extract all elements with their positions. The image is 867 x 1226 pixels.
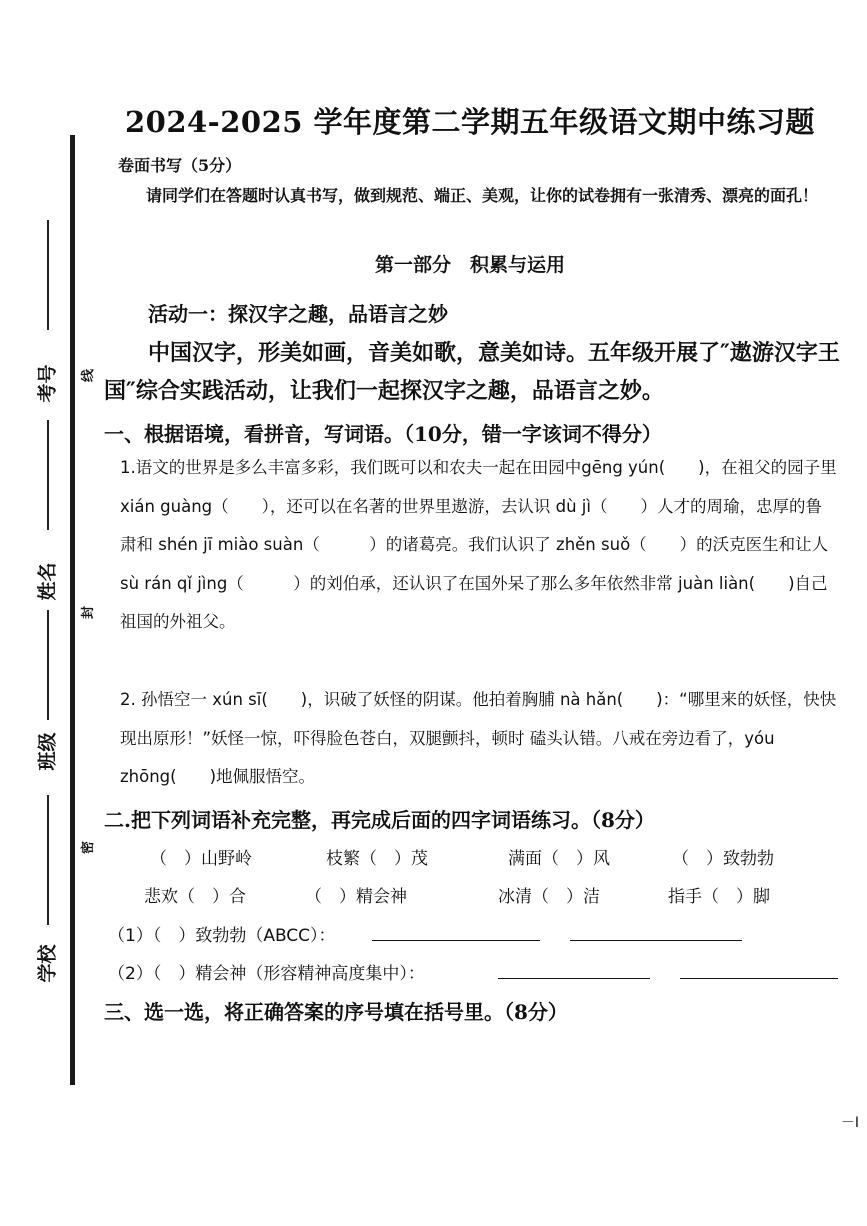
idiom-1-1: （ ）山野岭 — [150, 849, 252, 869]
part-one-heading: 第一部分 积累与运用 — [374, 254, 565, 276]
banji-rule — [47, 610, 49, 720]
activity-one-intro: 中国汉字，形美如画，音美如歌，意美如诗。五年级开展了″遨游汉字王国″综合实践活动，让我们一起探汉字之趣，品语言之妙。 — [104, 340, 840, 404]
xuexiao-label: 学校 — [36, 944, 59, 983]
handwriting-heading: 卷面书写（5分） — [118, 156, 242, 175]
idiom-2-1: 悲欢（ ）合 — [144, 887, 246, 907]
banji-label: 班级 — [36, 732, 59, 771]
section1-q1: 1.语文的世界是多么丰富多彩，我们既可以和农夫一起在田园中gēng yún( )，在祖父的园子里 xián guàng（ ），还可以在名著的世界里遨游，去认识 dù jì（ ）人才的周瑜，忠厚的鲁肃和 shén jī miào suàn（ ）的诸葛亮。我们认识了 zhěn suǒ（ ）的沃克医生和让人 sù rán qǐ jìng（ ）的刘伯承，还认识了在国外呆了那么多年依然非常 juàn liàn( )自己祖国的外祖父。 — [120, 458, 837, 632]
exam-title: 2024-2025 学年度第二学期五年级语文期中练习题 — [124, 105, 816, 139]
page-number: －I — [840, 1115, 859, 1131]
idiom-1-2: 枝繁（ ）茂 — [326, 849, 428, 869]
idiom-2-2: （ ）精会神 — [305, 887, 407, 907]
seal-mi: 密 — [81, 840, 97, 855]
seal-feng: 封 — [81, 605, 97, 620]
handwriting-text: 请同学们在答题时认真书写，做到规范、端正、美观，让你的试卷拥有一张清秀、漂亮的面孔！ — [146, 186, 819, 205]
xuexiao-rule — [47, 795, 49, 925]
section2-heading: 二.把下列词语补充完整，再完成后面的四字词语练习。（8分） — [104, 808, 655, 832]
section3-heading: 三、选一选，将正确答案的序号填在括号里。（8分） — [104, 1000, 568, 1024]
idiom-sub1-label: （1）（ ）致勃勃（ABCC）： — [108, 926, 336, 946]
idiom-2-3: 冰清（ ）洁 — [498, 887, 600, 907]
xingming-label: 姓名 — [36, 562, 59, 601]
answer-blank[interactable] — [372, 922, 540, 941]
idiom-sub2-label: （2）（ ）精会神（形容精神高度集中）： — [108, 964, 425, 984]
idiom-1-3: 满面（ ）风 — [508, 849, 610, 869]
answer-blank[interactable] — [498, 960, 650, 979]
kaohao-rule — [47, 220, 49, 330]
answer-blank[interactable] — [680, 960, 838, 979]
activity-one-heading: 活动一：探汉字之趣，品语言之妙 — [148, 302, 448, 326]
seal-xian: 线 — [81, 368, 97, 383]
section1-heading: 一、根据语境，看拼音，写词语。（10分，错一字该词不得分） — [104, 422, 662, 446]
xingming-rule — [47, 420, 49, 530]
idiom-1-4: （ ）致勃勃 — [672, 849, 774, 869]
kaohao-label: 考号 — [36, 364, 59, 403]
section1-q2: 2. 孙悟空一 xún sī( )，识破了妖怪的阴谋。他拍着胸脯 nà hǎn( )：“哪里来的妖怪，快快现出原形！”妖怪一惊，吓得脸色苍白，双腿颤抖，顿时 磕头认错。八戒在旁边看了，yóu zhōng( )地佩服悟空。 — [120, 690, 837, 787]
idiom-2-4: 指手（ ）脚 — [668, 887, 770, 907]
binding-line — [70, 135, 75, 1085]
answer-blank[interactable] — [570, 922, 742, 941]
